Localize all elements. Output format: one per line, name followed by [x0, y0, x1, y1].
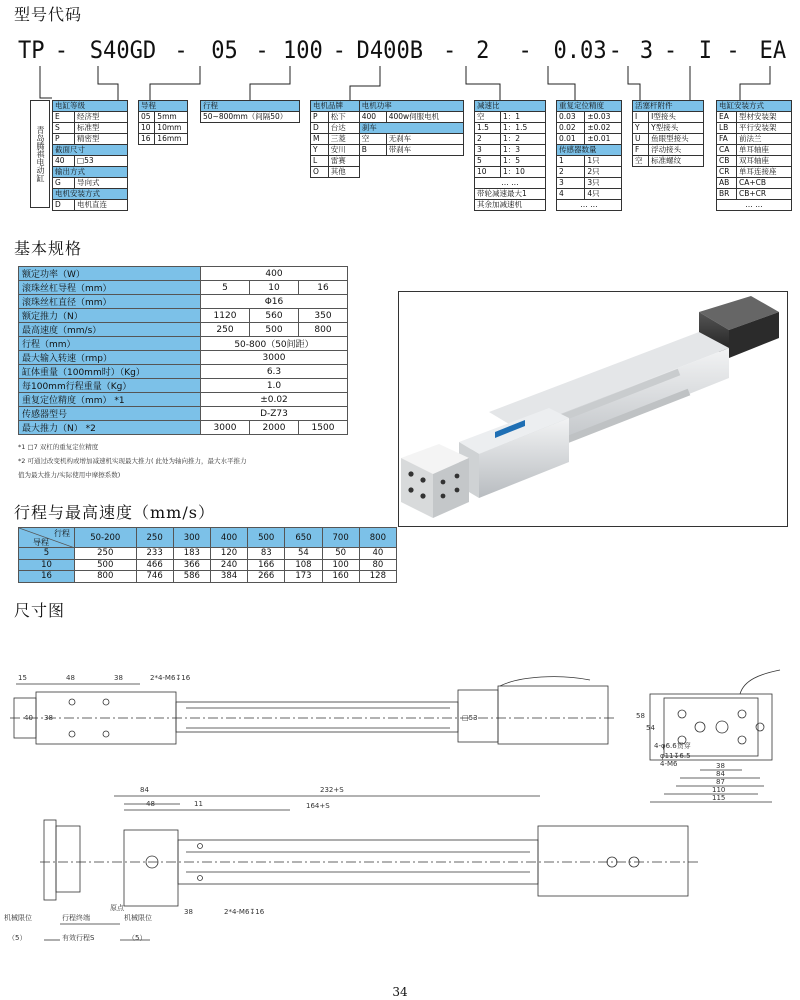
table-row [19, 548, 397, 560]
speed-cell: 40 [359, 548, 396, 560]
table-cell: 输出方式 [53, 167, 128, 178]
table-cell: 400w伺服电机 [386, 112, 463, 123]
code-dash: - [608, 36, 622, 64]
spec-label: 缸体重量（100mm时）（Kg） [19, 365, 201, 379]
speed-cell: 800 [75, 571, 137, 583]
table-cell: LB [717, 123, 737, 134]
drawing-note: 有效行程S [62, 934, 95, 942]
table-cell: 平行安装架 [736, 123, 791, 134]
table-cell: 其余加减速机 [475, 200, 546, 211]
spec-label: 重复定位精度（mm） *1 [19, 393, 201, 407]
stroke-header: 650 [285, 528, 322, 548]
table-cell: D [311, 123, 329, 134]
table-cell: CB [717, 156, 737, 167]
code-dash: - [518, 36, 532, 64]
table-row [19, 309, 348, 323]
table-cell: 精密型 [75, 134, 128, 145]
speed-cell: 80 [359, 559, 396, 571]
table-cell: 双耳轴座 [736, 156, 791, 167]
stroke-header: 500 [248, 528, 285, 548]
code-connector-lines [0, 60, 800, 104]
table-cell: 空 [475, 112, 501, 123]
table-cell: 4只 [585, 189, 622, 200]
table-cell: 5mm [155, 112, 188, 123]
table-row [19, 379, 348, 393]
spec-value: 10 [250, 281, 299, 295]
spec-label: 传感器型号 [19, 407, 201, 421]
table-cell: 松下 [328, 112, 359, 123]
table-cell: 行程 [201, 101, 300, 112]
table-cell: ±0.01 [585, 134, 622, 145]
spec-note: *2 可通过改变机构或增加减速机实现最大推力( 此处为轴向推力，最大水平推力 [18, 457, 247, 465]
table-row [19, 393, 348, 407]
table-cell: 0.02 [557, 123, 585, 134]
stroke-header: 400 [210, 528, 247, 548]
table-cell: 50~800mm（间隔50） [201, 112, 300, 123]
stroke-header: 50-200 [75, 528, 137, 548]
spec-label: 最大输入转速（rmp） [19, 351, 201, 365]
stroke-code-table [200, 100, 300, 123]
dim-label: 38 [184, 908, 193, 916]
table-cell: Y型接头 [649, 123, 704, 134]
spec-value: 3000 [201, 351, 348, 365]
spec-value: 2000 [250, 421, 299, 435]
table-cell: 1：5 [501, 156, 546, 167]
dim-label: 84 [716, 770, 725, 778]
table-cell: 带刹车 [386, 145, 463, 156]
table-cell: 10mm [155, 123, 188, 134]
table-cell: 前法兰 [736, 134, 791, 145]
spec-label: 最大推力（N） *2 [19, 421, 201, 435]
table-cell: 05 [139, 112, 155, 123]
dim-label: 38 [716, 762, 725, 770]
speed-cell: 54 [285, 548, 322, 560]
spec-note: *1 □7 双杠的重复定位精度 [18, 443, 99, 451]
table-cell: 减速比 [475, 101, 546, 112]
drawing-note: （5） [128, 934, 147, 942]
speed-cell: 83 [248, 548, 285, 560]
spec-label: 每100mm行程重量（Kg） [19, 379, 201, 393]
code-seg-series: TP [18, 36, 45, 64]
table-cell: 1.5 [475, 123, 501, 134]
table-row [19, 281, 348, 295]
brand-vertical-label: 青岛腾祺电动缸 [30, 100, 50, 208]
dim-label: 38 [114, 674, 123, 682]
table-row [19, 351, 348, 365]
table-row [19, 421, 348, 435]
table-cell: ±0.02 [585, 123, 622, 134]
table-cell: 型材安装架 [736, 112, 791, 123]
lead-code-table [138, 100, 188, 145]
dim-label: 58 [636, 712, 645, 720]
table-cell: P [311, 112, 329, 123]
table-cell: 导向式 [75, 178, 128, 189]
table-cell: 电机直连 [75, 200, 128, 211]
table-cell: 0.01 [557, 134, 585, 145]
spec-value: 5 [201, 281, 250, 295]
dim-label: 232+S [320, 786, 344, 794]
table-cell: 三菱 [328, 134, 359, 145]
table-cell: 其他 [328, 167, 359, 178]
table-cell: S [53, 123, 75, 134]
spec-table [18, 266, 348, 435]
spec-value: 16 [299, 281, 348, 295]
table-cell: 16 [139, 134, 155, 145]
table-cell: O [311, 167, 329, 178]
dim-label: 54 [646, 724, 655, 732]
table-cell: M [311, 134, 329, 145]
actuator-illustration [399, 292, 787, 526]
speed-cell: 250 [75, 548, 137, 560]
speed-cell: 586 [173, 571, 210, 583]
table-cell: 1只 [585, 156, 622, 167]
code-seg-sensor: 3 [639, 36, 654, 64]
table-cell: … … [557, 200, 622, 211]
table-cell: 5 [475, 156, 501, 167]
table-cell: 4 [557, 189, 585, 200]
table-cell: 导程 [139, 101, 188, 112]
speed-corner [19, 528, 75, 548]
speed-cell: 160 [322, 571, 359, 583]
table-cell: D [53, 200, 75, 211]
table-cell: 10 [475, 167, 501, 178]
table-cell: CA [717, 145, 737, 156]
table-cell: G [53, 178, 75, 189]
code-dash: - [663, 36, 678, 64]
table-cell: 浮动接头 [649, 145, 704, 156]
rod-code-table [632, 100, 704, 167]
code-seg-stroke: 100 [282, 36, 323, 64]
table-cell: 经济型 [75, 112, 128, 123]
page-number: 34 [392, 985, 408, 999]
table-cell: F [633, 145, 649, 156]
dim-label: 38 [44, 714, 53, 722]
speed-cell: 173 [285, 571, 322, 583]
table-cell: U [633, 134, 649, 145]
table-cell: 2只 [585, 167, 622, 178]
table-cell: 标准型 [75, 123, 128, 134]
table-cell: 安川 [328, 145, 359, 156]
dim-label: 48 [146, 800, 155, 808]
code-dash: - [54, 36, 69, 64]
stroke-header: 250 [136, 528, 173, 548]
precision-code-table [556, 100, 622, 211]
speed-cell: 166 [248, 559, 285, 571]
code-seg-type: S40GD [89, 36, 157, 64]
table-cell: 单耳轴座 [736, 145, 791, 156]
spec-value: Φ16 [201, 295, 348, 309]
table-row [19, 365, 348, 379]
table-cell: 空 [633, 156, 649, 167]
mount-code-table [716, 100, 792, 211]
lead-cell: 10 [19, 559, 75, 571]
table-cell: 400 [359, 112, 386, 123]
drawing-note: 行程终端 [62, 914, 90, 922]
dim-label: φ11↧6.5 [660, 752, 691, 760]
table-cell: 传感器数量 [557, 145, 622, 156]
table-cell: FA [717, 134, 737, 145]
spec-value: 560 [250, 309, 299, 323]
speed-title: 行程与最高速度（mm/s） [14, 503, 215, 522]
spec-value: 6.3 [201, 365, 348, 379]
speed-cell: 183 [173, 548, 210, 560]
speed-cell: 233 [136, 548, 173, 560]
code-seg-motor: D400B [356, 36, 424, 64]
table-cell: 1：1.5 [501, 123, 546, 134]
table-cell: 1 [557, 156, 585, 167]
spec-title: 基本规格 [14, 239, 83, 258]
dim-label: 11 [194, 800, 203, 808]
table-cell: 1：1 [501, 112, 546, 123]
code-dash: - [174, 36, 188, 64]
stroke-header: 700 [322, 528, 359, 548]
spec-value: D-Z73 [201, 407, 348, 421]
table-cell: 重复定位精度 [557, 101, 622, 112]
speed-cell: 266 [248, 571, 285, 583]
spec-value: 1500 [299, 421, 348, 435]
table-cell: AB [717, 178, 737, 189]
table-cell: □53 [75, 156, 128, 167]
table-cell: … … [475, 178, 546, 189]
spec-value: 350 [299, 309, 348, 323]
dim-label: 87 [716, 778, 725, 786]
speed-cell: 466 [136, 559, 173, 571]
table-cell: … … [717, 200, 792, 211]
table-cell: 标准螺纹 [649, 156, 704, 167]
table-cell: 台达 [328, 123, 359, 134]
spec-value: 3000 [201, 421, 250, 435]
table-cell: 10 [139, 123, 155, 134]
drawing-note: 原点 [110, 904, 124, 912]
stroke-header: 300 [173, 528, 210, 548]
spec-value: 400 [201, 267, 348, 281]
table-cell: P [53, 134, 75, 145]
drawing-note: 机械限位 [124, 914, 152, 922]
spec-value: ±0.02 [201, 393, 348, 407]
ratio-code-table [474, 100, 546, 211]
spec-label: 额定功率（W） [19, 267, 201, 281]
speed-cell: 366 [173, 559, 210, 571]
spec-label: 额定推力（N） [19, 309, 201, 323]
code-seg-mount: EA [759, 36, 787, 64]
code-seg-ratio: 2 [476, 36, 490, 64]
table-cell: L [311, 156, 329, 167]
speed-cell: 746 [136, 571, 173, 583]
dim-label: 2*4-M6↧16 [150, 674, 191, 682]
table-cell: 截面尺寸 [53, 145, 128, 156]
dim-label: 2*4-M6↧16 [224, 908, 265, 916]
table-cell: 空 [359, 134, 386, 145]
spec-label: 滚珠丝杠直径（mm） [19, 295, 201, 309]
spec-label: 行程（mm） [19, 337, 201, 351]
code-seg-precision: 0.03 [553, 36, 607, 64]
spec-value: 1120 [201, 309, 250, 323]
table-cell: 16mm [155, 134, 188, 145]
dim-label: 4-φ6.6贯穿 [654, 742, 691, 750]
table-row [19, 295, 348, 309]
corner-stroke-label: 行程 [54, 529, 70, 538]
spec-label: 最高速度（mm/s） [19, 323, 201, 337]
product-photo [398, 291, 788, 527]
table-cell: 3 [557, 178, 585, 189]
speed-table [18, 527, 397, 583]
code-seg-lead: 05 [211, 36, 238, 64]
lead-cell: 5 [19, 548, 75, 560]
code-dash: - [726, 36, 740, 64]
table-row [19, 323, 348, 337]
table-cell: 电机品牌 [311, 101, 360, 112]
table-row [19, 528, 397, 548]
table-cell: 0.03 [557, 112, 585, 123]
dim-label: 110 [712, 786, 726, 794]
table-row [19, 267, 348, 281]
spec-value: 50-800（50间距） [201, 337, 348, 351]
grade-code-table [52, 100, 128, 211]
table-cell: CB+CR [736, 189, 791, 200]
table-cell: 刹车 [359, 123, 463, 134]
spec-value: 800 [299, 323, 348, 337]
code-dash: - [332, 36, 346, 64]
table-cell: 电机功率 [359, 101, 463, 112]
table-cell: I [633, 112, 649, 123]
table-cell: 1：3 [501, 145, 546, 156]
spec-note: 值为最大推力/实际使用中摩擦系数) [18, 471, 121, 479]
table-cell: 1：10 [501, 167, 546, 178]
drawing-note: 机械限位 [4, 914, 32, 922]
dim-label: 40 [24, 714, 33, 722]
dim-label: 15 [18, 674, 27, 682]
speed-cell: 100 [322, 559, 359, 571]
speed-cell: 50 [322, 548, 359, 560]
table-cell: 电机安装方式 [53, 189, 128, 200]
table-cell: Y [311, 145, 329, 156]
table-cell: 活塞杆附件 [633, 101, 704, 112]
table-cell: 电缸安装方式 [717, 101, 792, 112]
table-cell: EA [717, 112, 737, 123]
model-code-title: 型号代码 [14, 5, 83, 24]
dimension-drawing [0, 640, 800, 960]
lead-cell: 16 [19, 571, 75, 583]
table-row [19, 559, 397, 571]
table-cell: 电缸等级 [53, 101, 128, 112]
table-cell: 鱼眼型接头 [649, 134, 704, 145]
table-cell: 1：2 [501, 134, 546, 145]
table-row [19, 407, 348, 421]
spec-label: 滚珠丝杠导程（mm） [19, 281, 201, 295]
code-dash: - [255, 36, 269, 64]
dim-label: 48 [66, 674, 75, 682]
speed-cell: 128 [359, 571, 396, 583]
table-cell: CR [717, 167, 737, 178]
table-cell: BR [717, 189, 737, 200]
spec-value: 250 [201, 323, 250, 337]
table-cell: E [53, 112, 75, 123]
table-cell: I型接头 [649, 112, 704, 123]
dim-label: 164+S [306, 802, 330, 810]
table-row [19, 571, 397, 583]
spec-value: 1.0 [201, 379, 348, 393]
speed-cell: 500 [75, 559, 137, 571]
table-cell: 3 [475, 145, 501, 156]
speed-cell: 240 [210, 559, 247, 571]
speed-cell: 120 [210, 548, 247, 560]
dim-label: 115 [712, 794, 726, 802]
table-cell: 2 [557, 167, 585, 178]
code-dash: - [443, 36, 457, 64]
table-cell: 单耳连接座 [736, 167, 791, 178]
dims-title: 尺寸图 [14, 601, 66, 620]
table-cell: B [359, 145, 386, 156]
table-cell: ±0.03 [585, 112, 622, 123]
code-seg-rod: I [698, 36, 713, 64]
dim-label: □53 [462, 714, 478, 722]
table-cell: 无刹车 [386, 134, 463, 145]
dim-label: 4-M6 [660, 760, 678, 768]
table-cell: CA+CB [736, 178, 791, 189]
stroke-header: 800 [359, 528, 396, 548]
table-cell: Y [633, 123, 649, 134]
motor-code-table [310, 100, 464, 178]
spec-value: 500 [250, 323, 299, 337]
table-cell: 2 [475, 134, 501, 145]
table-row [19, 337, 348, 351]
speed-cell: 384 [210, 571, 247, 583]
corner-lead-label: 导程 [33, 538, 49, 547]
dim-label: 84 [140, 786, 149, 794]
speed-cell: 108 [285, 559, 322, 571]
table-cell: 带轮减速最大1 [475, 189, 546, 200]
table-cell: 40 [53, 156, 75, 167]
table-cell: 3只 [585, 178, 622, 189]
drawing-note: （5） [8, 934, 27, 942]
table-cell: 雷赛 [328, 156, 359, 167]
